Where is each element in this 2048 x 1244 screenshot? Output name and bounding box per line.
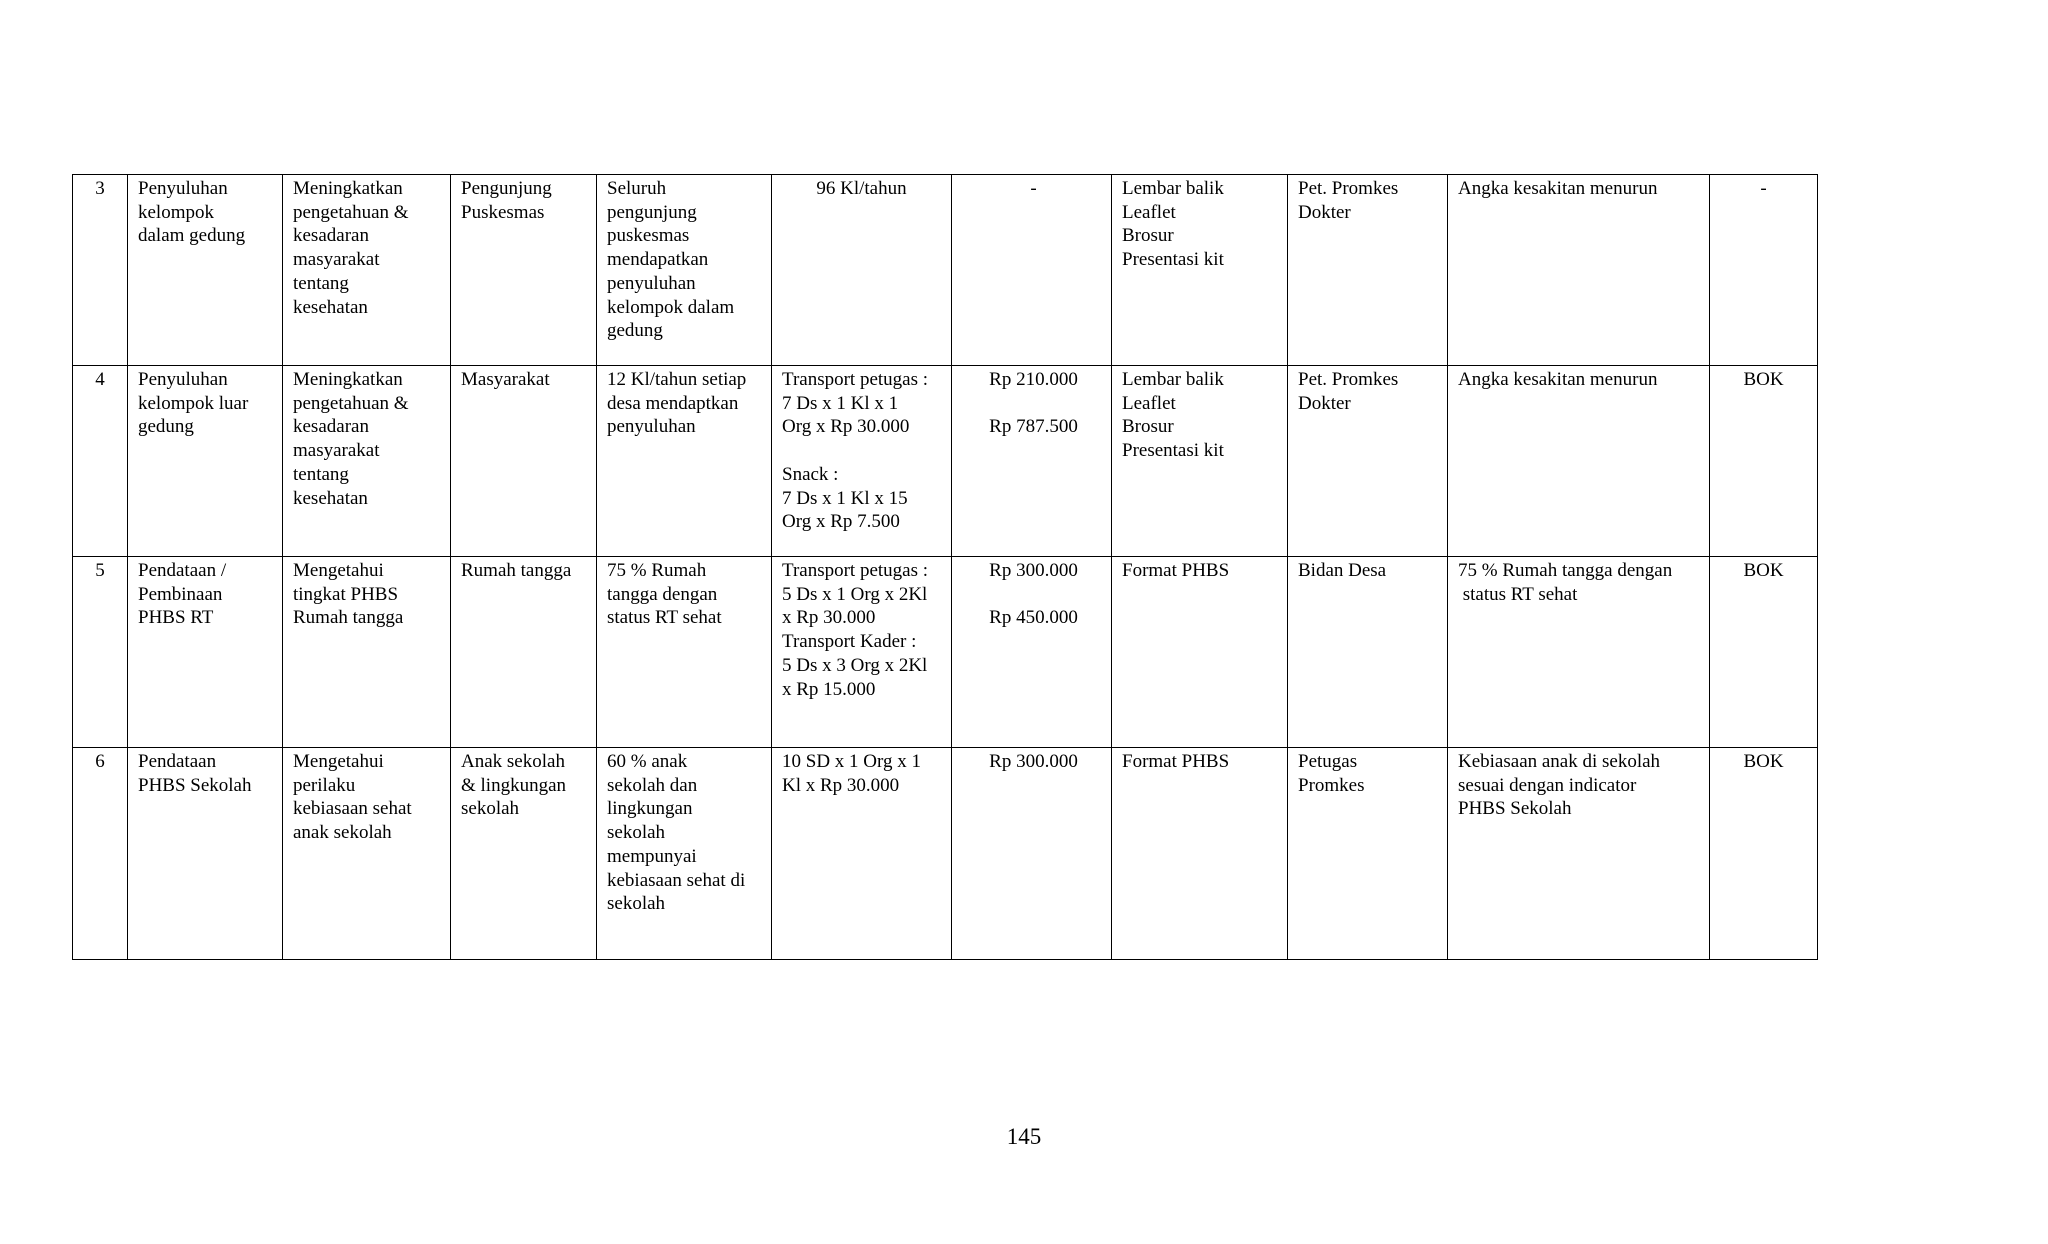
- kegiatan-cell: Penyuluhan kelompok dalam gedung: [128, 175, 283, 366]
- sarana-cell: Format PHBS: [1112, 557, 1288, 748]
- indikator-cell: Kebiasaan anak di sekolah sesuai dengan indicator PHBS Sekolah: [1448, 748, 1710, 960]
- kegiatan-cell: Pendataan PHBS Sekolah: [128, 748, 283, 960]
- sarana-cell: Format PHBS: [1112, 748, 1288, 960]
- pelaksana-cell: Bidan Desa: [1288, 557, 1448, 748]
- table-row: [73, 366, 1818, 557]
- biaya-cell: -: [952, 175, 1112, 366]
- sarana-cell: Lembar balik Leaflet Brosur Presentasi kit: [1112, 366, 1288, 557]
- row-number-cell: 3: [73, 175, 128, 366]
- target-cell: 60 % anak sekolah dan lingkungan sekolah mempunyai kebiasaan sehat di sekolah: [597, 748, 772, 960]
- tujuan-cell: Mengetahui tingkat PHBS Rumah tangga: [283, 557, 451, 748]
- sasaran-cell: Pengunjung Puskesmas: [451, 175, 597, 366]
- sasaran-cell: Anak sekolah & lingkungan sekolah: [451, 748, 597, 960]
- row-number-cell: 6: [73, 748, 128, 960]
- sasaran-cell: Masyarakat: [451, 366, 597, 557]
- tujuan-cell: Mengetahui perilaku kebiasaan sehat anak sekolah: [283, 748, 451, 960]
- rincian-cell: Transport petugas : 7 Ds x 1 Kl x 1 Org x Rp 30.000 Snack : 7 Ds x 1 Kl x 15 Org x Rp 7.500: [772, 366, 952, 557]
- activity-table: [72, 174, 1818, 960]
- biaya-cell: Rp 300.000 Rp 450.000: [952, 557, 1112, 748]
- row-number-cell: 4: [73, 366, 128, 557]
- sarana-cell: Lembar balik Leaflet Brosur Presentasi kit: [1112, 175, 1288, 366]
- sumber-dana-cell: BOK: [1710, 366, 1818, 557]
- tujuan-cell: Meningkatkan pengetahuan & kesadaran masyarakat tentang kesehatan: [283, 175, 451, 366]
- indikator-cell: 75 % Rumah tangga dengan status RT sehat: [1448, 557, 1710, 748]
- biaya-cell: Rp 300.000: [952, 748, 1112, 960]
- biaya-cell: Rp 210.000 Rp 787.500: [952, 366, 1112, 557]
- pelaksana-cell: Pet. Promkes Dokter: [1288, 366, 1448, 557]
- sumber-dana-cell: BOK: [1710, 748, 1818, 960]
- rincian-cell: 10 SD x 1 Org x 1 Kl x Rp 30.000: [772, 748, 952, 960]
- table-row: [73, 748, 1818, 960]
- pelaksana-cell: Pet. Promkes Dokter: [1288, 175, 1448, 366]
- table-row: [73, 175, 1818, 366]
- sumber-dana-cell: -: [1710, 175, 1818, 366]
- pelaksana-cell: Petugas Promkes: [1288, 748, 1448, 960]
- indikator-cell: Angka kesakitan menurun: [1448, 366, 1710, 557]
- target-cell: Seluruh pengunjung puskesmas mendapatkan penyuluhan kelompok dalam gedung: [597, 175, 772, 366]
- kegiatan-cell: Penyuluhan kelompok luar gedung: [128, 366, 283, 557]
- sumber-dana-cell: BOK: [1710, 557, 1818, 748]
- page-number: 145: [1006, 1124, 1042, 1149]
- target-cell: 12 Kl/tahun setiap desa mendaptkan penyuluhan: [597, 366, 772, 557]
- rincian-cell: Transport petugas : 5 Ds x 1 Org x 2Kl x Rp 30.000 Transport Kader : 5 Ds x 3 Org x 2Kl x Rp 15.000: [772, 557, 952, 748]
- indikator-cell: Angka kesakitan menurun: [1448, 175, 1710, 366]
- row-number-cell: 5: [73, 557, 128, 748]
- target-cell: 75 % Rumah tangga dengan status RT sehat: [597, 557, 772, 748]
- sasaran-cell: Rumah tangga: [451, 557, 597, 748]
- kegiatan-cell: Pendataan / Pembinaan PHBS RT: [128, 557, 283, 748]
- tujuan-cell: Meningkatkan pengetahuan & kesadaran masyarakat tentang kesehatan: [283, 366, 451, 557]
- table-row: [73, 557, 1818, 748]
- rincian-cell: 96 Kl/tahun: [772, 175, 952, 366]
